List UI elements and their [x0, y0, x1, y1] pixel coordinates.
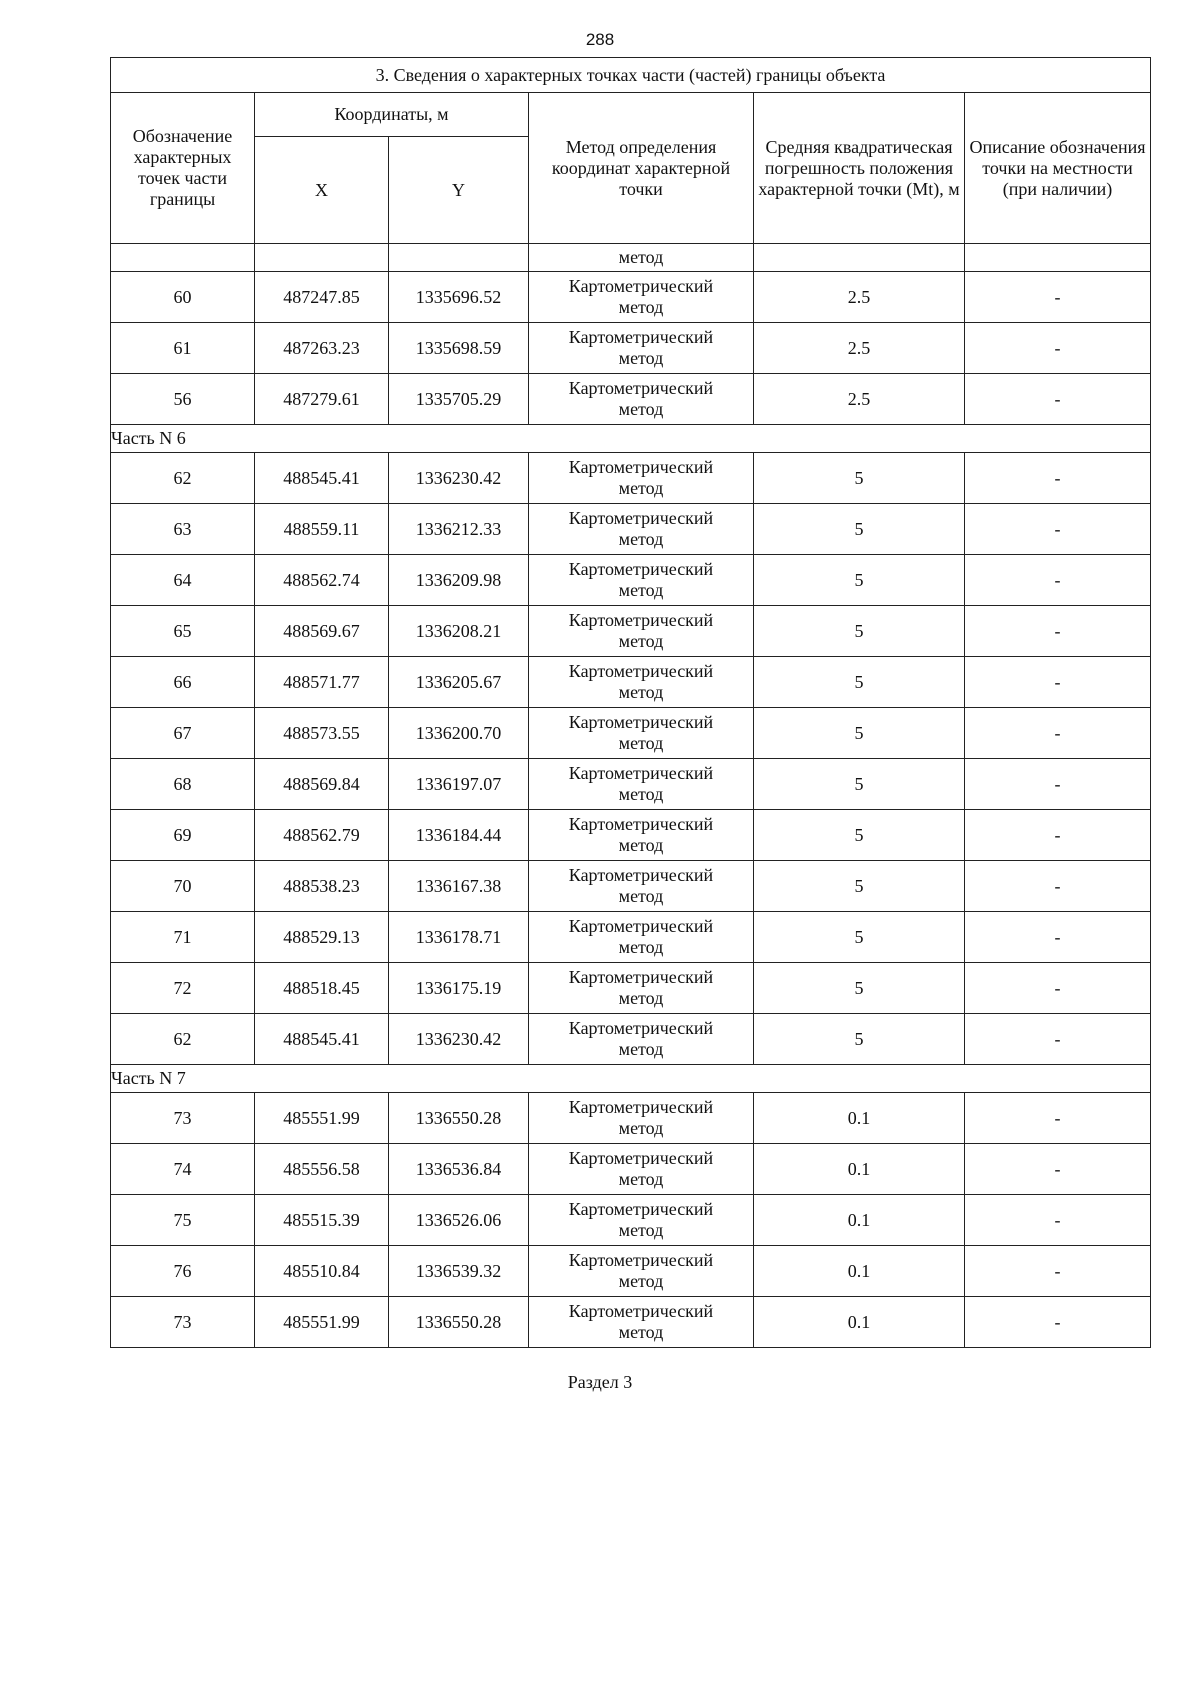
- method-line-1: Картометрический: [568, 457, 714, 477]
- coord-y: 1335696.52: [389, 272, 529, 323]
- method-line-2: метод: [618, 1118, 664, 1138]
- method-line-2: метод: [618, 1322, 664, 1342]
- method: [529, 708, 754, 759]
- point-description: -: [965, 504, 1151, 555]
- point-number: 60: [111, 272, 255, 323]
- table-row: [111, 1195, 1151, 1246]
- method-line-2: метод: [618, 1039, 664, 1059]
- method-line-1: Картометрический: [568, 1199, 714, 1219]
- point-number: 75: [111, 1195, 255, 1246]
- mean-error: 5: [754, 453, 965, 504]
- method: [529, 272, 754, 323]
- point-description: -: [965, 708, 1151, 759]
- method-line-2: метод: [618, 1271, 664, 1291]
- method-line-2: метод: [618, 631, 664, 651]
- table-row: [111, 374, 1151, 425]
- method: [529, 453, 754, 504]
- point-number: 67: [111, 708, 255, 759]
- method-line-1: Картометрический: [568, 276, 714, 296]
- table-row: [111, 810, 1151, 861]
- coord-x: 488518.45: [255, 963, 389, 1014]
- method-line-1: Картометрический: [568, 865, 714, 885]
- table-body: [111, 244, 1151, 1348]
- page-number: 288: [585, 30, 615, 49]
- method-line-1: Картометрический: [568, 1018, 714, 1038]
- mean-error: 5: [754, 606, 965, 657]
- method-line-2: метод: [618, 937, 664, 957]
- method: [529, 759, 754, 810]
- method-line-2: метод: [618, 1220, 664, 1240]
- method: [529, 555, 754, 606]
- table-row: [111, 759, 1151, 810]
- table-row: [111, 272, 1151, 323]
- mean-error: 5: [754, 708, 965, 759]
- method-line-1: Картометрический: [568, 378, 714, 398]
- point-description: -: [965, 374, 1151, 425]
- table-row: [111, 1014, 1151, 1065]
- method-line-1: Картометрический: [568, 1250, 714, 1270]
- coord-x: 488529.13: [255, 912, 389, 963]
- method-line-1: Картометрический: [568, 712, 714, 732]
- table-row: [111, 1144, 1151, 1195]
- coord-y: 1336167.38: [389, 861, 529, 912]
- coord-y: 1336526.06: [389, 1195, 529, 1246]
- part-heading-row: [111, 425, 1151, 453]
- continuation-method: метод: [529, 244, 754, 272]
- method-line-2: метод: [618, 784, 664, 804]
- coord-y: 1336205.67: [389, 657, 529, 708]
- coord-x: 487247.85: [255, 272, 389, 323]
- point-number: 73: [111, 1297, 255, 1348]
- method-line-1: Картометрический: [568, 327, 714, 347]
- mean-error: 0.1: [754, 1195, 965, 1246]
- table-row: [111, 912, 1151, 963]
- header-point-designation: Обозначение характерных точек части границы: [111, 93, 255, 244]
- point-description: -: [965, 1297, 1151, 1348]
- mean-error: 5: [754, 555, 965, 606]
- method-line-2: метод: [618, 529, 664, 549]
- mean-error: 0.1: [754, 1144, 965, 1195]
- mean-error: 2.5: [754, 374, 965, 425]
- point-number: 71: [111, 912, 255, 963]
- method-line-2: метод: [618, 733, 664, 753]
- mean-error: 5: [754, 861, 965, 912]
- point-description: -: [965, 1014, 1151, 1065]
- method-line-1: Картометрический: [568, 610, 714, 630]
- coord-y: 1336184.44: [389, 810, 529, 861]
- table-row: [111, 504, 1151, 555]
- part-heading-row: [111, 1065, 1151, 1093]
- table-row: [111, 861, 1151, 912]
- table-title: 3. Сведения о характерных точках части (частей) границы объекта: [111, 58, 1151, 93]
- point-number: 72: [111, 963, 255, 1014]
- coord-x: 488562.74: [255, 555, 389, 606]
- table-row: [111, 453, 1151, 504]
- coord-y: 1336536.84: [389, 1144, 529, 1195]
- method: [529, 1144, 754, 1195]
- method: [529, 1195, 754, 1246]
- section-footer: Раздел 3: [567, 1372, 633, 1392]
- point-description: -: [965, 323, 1151, 374]
- coord-x: 488571.77: [255, 657, 389, 708]
- coord-y: 1336200.70: [389, 708, 529, 759]
- coord-x: 488545.41: [255, 453, 389, 504]
- point-number: 62: [111, 1014, 255, 1065]
- coord-x: 488538.23: [255, 861, 389, 912]
- point-description: -: [965, 759, 1151, 810]
- method: [529, 606, 754, 657]
- mean-error: 5: [754, 1014, 965, 1065]
- method-line-2: метод: [618, 580, 664, 600]
- method: [529, 963, 754, 1014]
- method: [529, 323, 754, 374]
- point-description: -: [965, 1195, 1151, 1246]
- method: [529, 374, 754, 425]
- method-line-2: метод: [618, 478, 664, 498]
- header-coordinates: Координаты, м: [255, 93, 529, 137]
- point-number: 70: [111, 861, 255, 912]
- table-row: [111, 1093, 1151, 1144]
- point-description: -: [965, 555, 1151, 606]
- coord-y: 1336197.07: [389, 759, 529, 810]
- header-mean-error: Средняя квадратическая погрешность положения характерной точки (Mt), м: [754, 93, 965, 244]
- coord-x: 488573.55: [255, 708, 389, 759]
- table-row: [111, 555, 1151, 606]
- point-number: 61: [111, 323, 255, 374]
- method: [529, 1297, 754, 1348]
- mean-error: 0.1: [754, 1093, 965, 1144]
- mean-error: 2.5: [754, 272, 965, 323]
- method: [529, 861, 754, 912]
- point-number: 76: [111, 1246, 255, 1297]
- point-description: -: [965, 810, 1151, 861]
- coord-x: 485551.99: [255, 1093, 389, 1144]
- coord-x: 488562.79: [255, 810, 389, 861]
- coord-y: 1336550.28: [389, 1093, 529, 1144]
- method: [529, 912, 754, 963]
- method: [529, 504, 754, 555]
- point-description: -: [965, 1246, 1151, 1297]
- coord-y: 1336175.19: [389, 963, 529, 1014]
- point-number: 73: [111, 1093, 255, 1144]
- coord-y: 1336230.42: [389, 1014, 529, 1065]
- mean-error: 0.1: [754, 1297, 965, 1348]
- coord-x: 485510.84: [255, 1246, 389, 1297]
- method-line-1: Картометрический: [568, 508, 714, 528]
- header-y: Y: [389, 137, 529, 244]
- method-line-2: метод: [618, 399, 664, 419]
- method-line-1: Картометрический: [568, 559, 714, 579]
- method: [529, 1093, 754, 1144]
- method-line-2: метод: [618, 682, 664, 702]
- coord-x: 488569.84: [255, 759, 389, 810]
- header-method: Метод определения координат характерной точки: [529, 93, 754, 244]
- coord-x: 485515.39: [255, 1195, 389, 1246]
- method-line-1: Картометрический: [568, 967, 714, 987]
- point-number: 65: [111, 606, 255, 657]
- method: [529, 1014, 754, 1065]
- method-line-1: Картометрический: [568, 1097, 714, 1117]
- part-heading: Часть N 7: [111, 1065, 1151, 1093]
- point-number: 74: [111, 1144, 255, 1195]
- method: [529, 810, 754, 861]
- table-row: [111, 323, 1151, 374]
- method: [529, 1246, 754, 1297]
- method-line-2: метод: [618, 348, 664, 368]
- point-description: -: [965, 1093, 1151, 1144]
- mean-error: 5: [754, 657, 965, 708]
- table-row: [111, 708, 1151, 759]
- mean-error: 5: [754, 963, 965, 1014]
- coord-y: 1336209.98: [389, 555, 529, 606]
- point-number: 63: [111, 504, 255, 555]
- point-description: -: [965, 861, 1151, 912]
- method-line-1: Картометрический: [568, 814, 714, 834]
- coord-y: 1336178.71: [389, 912, 529, 963]
- coord-x: 488569.67: [255, 606, 389, 657]
- method-line-1: Картометрический: [568, 916, 714, 936]
- point-number: 69: [111, 810, 255, 861]
- method: [529, 657, 754, 708]
- coord-x: 487279.61: [255, 374, 389, 425]
- coord-y: 1336550.28: [389, 1297, 529, 1348]
- point-number: 62: [111, 453, 255, 504]
- point-description: -: [965, 453, 1151, 504]
- header-x: X: [255, 137, 389, 244]
- boundary-points-table: [110, 57, 1151, 1348]
- coord-x: 485551.99: [255, 1297, 389, 1348]
- coord-y: 1336208.21: [389, 606, 529, 657]
- mean-error: 5: [754, 759, 965, 810]
- coord-y: 1336212.33: [389, 504, 529, 555]
- method-line-2: метод: [618, 988, 664, 1008]
- continuation-row: [111, 244, 1151, 272]
- mean-error: 0.1: [754, 1246, 965, 1297]
- coord-y: 1336539.32: [389, 1246, 529, 1297]
- mean-error: 5: [754, 504, 965, 555]
- mean-error: 5: [754, 810, 965, 861]
- coord-x: 488559.11: [255, 504, 389, 555]
- point-description: -: [965, 1144, 1151, 1195]
- method-line-1: Картометрический: [568, 1148, 714, 1168]
- coord-x: 487263.23: [255, 323, 389, 374]
- mean-error: 2.5: [754, 323, 965, 374]
- coord-y: 1335698.59: [389, 323, 529, 374]
- method-line-1: Картометрический: [568, 661, 714, 681]
- table-row: [111, 657, 1151, 708]
- part-heading: Часть N 6: [111, 425, 1151, 453]
- table-row: [111, 963, 1151, 1014]
- method-line-2: метод: [618, 886, 664, 906]
- point-number: 66: [111, 657, 255, 708]
- point-description: -: [965, 963, 1151, 1014]
- method-line-1: Картометрический: [568, 763, 714, 783]
- header-description: Описание обозначения точки на местности (при наличии): [965, 93, 1151, 244]
- table-row: [111, 1297, 1151, 1348]
- coord-x: 488545.41: [255, 1014, 389, 1065]
- method-line-2: метод: [618, 1169, 664, 1189]
- coord-y: 1336230.42: [389, 453, 529, 504]
- coord-y: 1335705.29: [389, 374, 529, 425]
- table-row: [111, 606, 1151, 657]
- point-description: -: [965, 912, 1151, 963]
- method-line-2: метод: [618, 297, 664, 317]
- mean-error: 5: [754, 912, 965, 963]
- point-number: 68: [111, 759, 255, 810]
- coord-x: 485556.58: [255, 1144, 389, 1195]
- point-description: -: [965, 272, 1151, 323]
- method-line-2: метод: [618, 835, 664, 855]
- method-line-1: Картометрический: [568, 1301, 714, 1321]
- table-row: [111, 1246, 1151, 1297]
- point-description: -: [965, 657, 1151, 708]
- point-number: 56: [111, 374, 255, 425]
- point-description: -: [965, 606, 1151, 657]
- point-number: 64: [111, 555, 255, 606]
